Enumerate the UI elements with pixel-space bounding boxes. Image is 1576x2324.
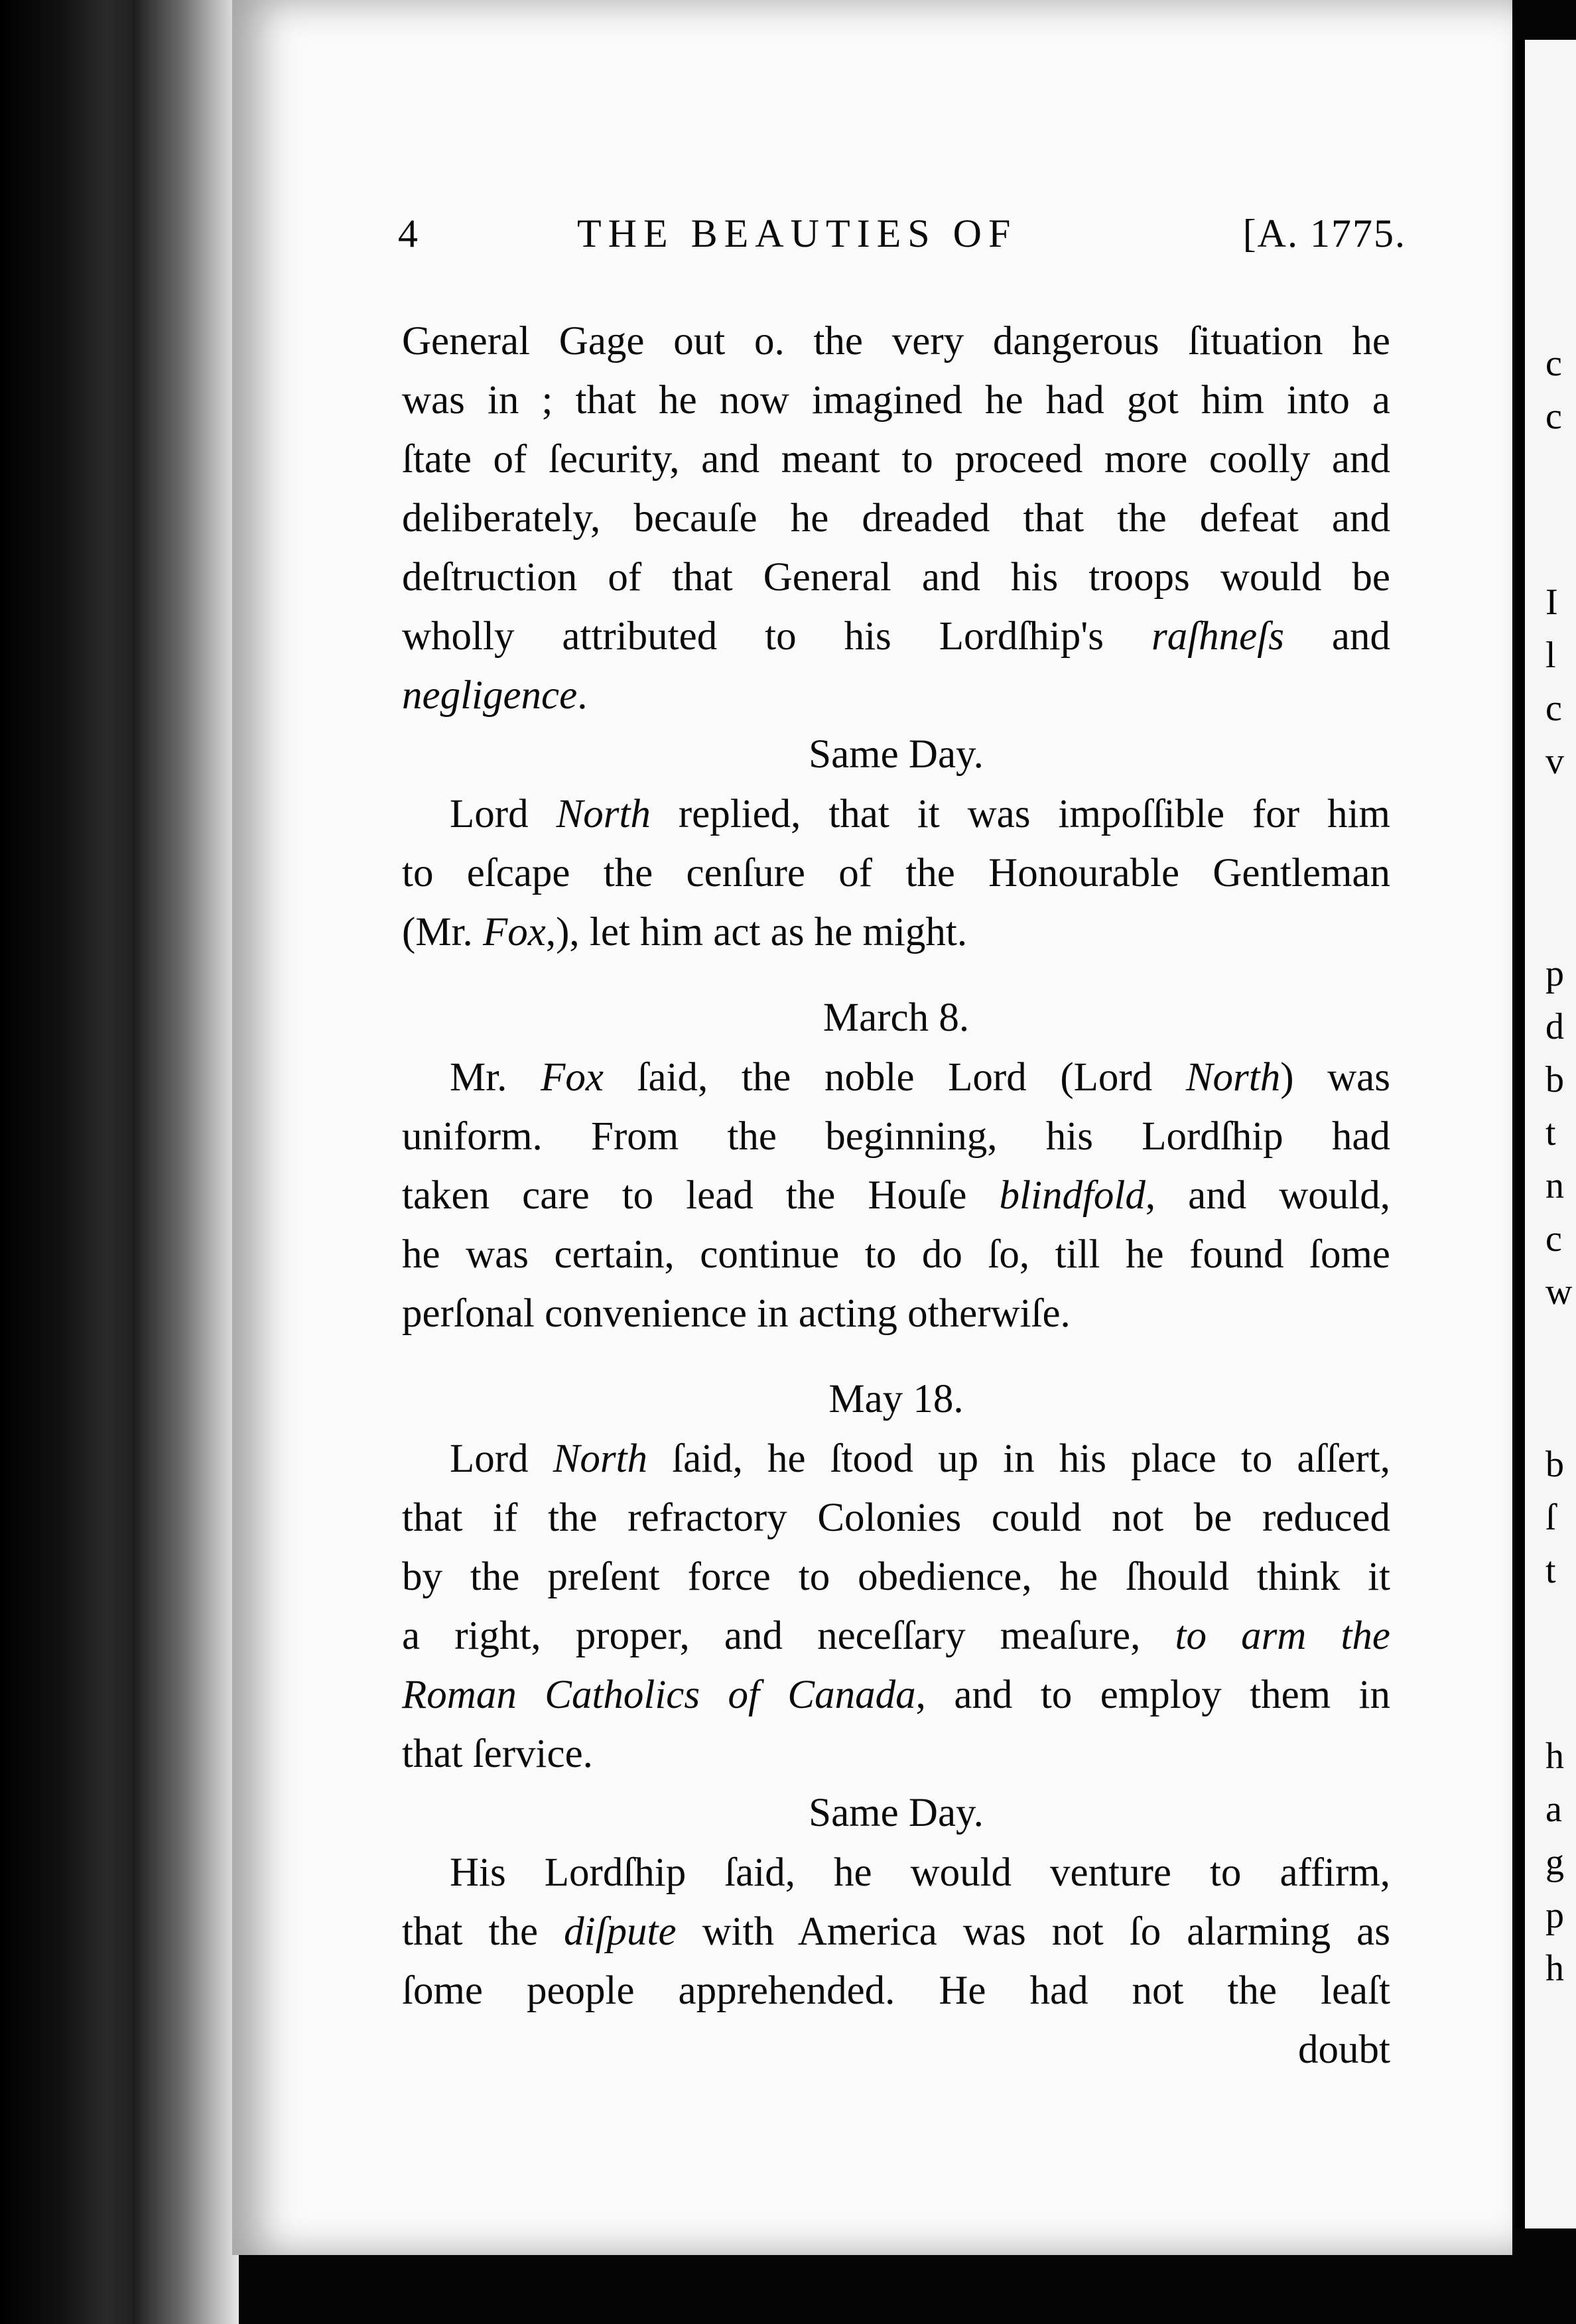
section-heading: May 18. [828, 1377, 964, 1421]
text-span: , and would, [1145, 1173, 1391, 1218]
section-heading: Same Day. [809, 1791, 984, 1835]
running-year: [A. 1775. [1242, 212, 1406, 255]
fragment: b [1545, 1444, 1564, 1485]
text-line: was in ; that he now imagined he had got him into a [402, 378, 1390, 422]
running-header [398, 211, 1406, 264]
text-span: Lord [450, 1437, 553, 1481]
text-line: that ſervice. [402, 1732, 593, 1776]
text-span: replied, that it was impoſſible for him [650, 792, 1391, 836]
text-line: General Gage out o. the very dangerous ſituation he [402, 319, 1390, 363]
fragment: p [1545, 1895, 1564, 1936]
text-span: and [1283, 614, 1390, 659]
text-span: taken care to lead the Houſe [402, 1173, 1000, 1218]
text-line: deſtruction of that General and his troops would be [402, 555, 1390, 600]
italic-span: blindfold [999, 1173, 1146, 1218]
text-line: perſonal convenience in acting otherwiſe. [402, 1291, 1071, 1336]
text-line [402, 1166, 1390, 1225]
italic-span: diſpute [564, 1909, 677, 1954]
text-line [402, 1665, 1390, 1724]
text-span: ſaid, the noble Lord (Lord [603, 1055, 1186, 1100]
book-gutter [0, 0, 153, 2324]
fragment: h [1545, 1736, 1564, 1777]
text-line [402, 1429, 1390, 1488]
fragment: t [1545, 1112, 1556, 1153]
text-span: , and to employ them in [915, 1673, 1390, 1717]
fragment: ſ [1545, 1497, 1556, 1538]
italic-span: Roman Catholics of Canada [402, 1673, 916, 1717]
fragment: g [1545, 1842, 1564, 1883]
text-line: His Lordſhip ſaid, he would venture to affirm, [450, 1850, 1390, 1895]
fragment: h [1545, 1948, 1564, 1989]
italic-span: North [553, 1437, 648, 1481]
section-heading: March 8. [822, 996, 970, 1040]
fragment: t [1545, 1550, 1556, 1591]
fragment: w [1545, 1271, 1573, 1313]
text-span: a right, proper, and neceſſary meaſure, [402, 1614, 1175, 1658]
text-span: ,), let him act as he might. [545, 910, 968, 954]
body-text [402, 312, 1390, 2079]
text-line: ſome people apprehended. He had not the leaſt [402, 1969, 1390, 2013]
fragment: a [1545, 1789, 1562, 1830]
italic-span: Fox [483, 910, 546, 954]
catchword: doubt [1298, 2028, 1390, 2072]
text-line [402, 1902, 1390, 1961]
text-span: ) was [1280, 1055, 1390, 1100]
text-line [402, 1048, 1390, 1107]
text-line: he was certain, continue to do ſo, till he found ſome [402, 1232, 1390, 1277]
text-line: deliberately, becauſe he dreaded that the defeat and [402, 496, 1390, 541]
text-span: that the [402, 1909, 564, 1954]
text-span: Lord [450, 792, 557, 836]
text-line [402, 903, 1390, 962]
italic-span: to arm the [1175, 1614, 1390, 1658]
text-line: that if the refractory Colonies could not be reduced [402, 1496, 1390, 1540]
section-heading: Same Day. [809, 732, 984, 777]
italic-span: Fox [541, 1055, 604, 1100]
fragment: I [1545, 582, 1558, 623]
fragment: d [1545, 1006, 1564, 1047]
fragment: c [1545, 1218, 1562, 1259]
text-line: ſtate of ſecurity, and meant to proceed more coolly and [402, 437, 1390, 482]
italic-span: North [556, 792, 651, 836]
spacer [402, 1343, 1390, 1370]
text-line [402, 785, 1390, 844]
text-span: (Mr. [402, 910, 483, 954]
fragment: p [1545, 953, 1564, 994]
fragment: c [1545, 688, 1562, 729]
text-line [402, 1606, 1390, 1665]
fragment: n [1545, 1165, 1564, 1206]
text-span: ſaid, he ſtood up in his place to aſſert, [647, 1437, 1390, 1481]
italic-span: raſhneſs [1151, 614, 1284, 659]
fragment: b [1545, 1059, 1564, 1100]
text-line [402, 607, 1390, 666]
text-line [402, 666, 1390, 725]
text-line: uniform. From the beginning, his Lordſhip had [402, 1114, 1390, 1159]
adjacent-page-fragments [1545, 0, 1576, 2324]
text-span: Mr. [450, 1055, 541, 1100]
fragment: c [1545, 343, 1562, 384]
page-curl-shadow [133, 0, 239, 2324]
italic-span: North [1185, 1055, 1281, 1100]
fragment: l [1545, 635, 1556, 676]
text-line: by the preſent force to obedience, he ſhould think it [402, 1555, 1390, 1599]
text-line: to eſcape the cenſure of the Honourable Gentleman [402, 851, 1390, 895]
fragment: v [1545, 741, 1564, 782]
running-title: THE BEAUTIES OF [577, 212, 1018, 255]
text-span: . [577, 673, 588, 718]
text-span: wholly attributed to his Lordſhip's [402, 614, 1151, 659]
italic-span: negligence [402, 673, 578, 718]
text-span: with America was not ſo alarming as [676, 1909, 1390, 1954]
page-number: 4 [398, 212, 418, 255]
spacer [402, 962, 1390, 988]
fragment: c [1545, 396, 1562, 437]
